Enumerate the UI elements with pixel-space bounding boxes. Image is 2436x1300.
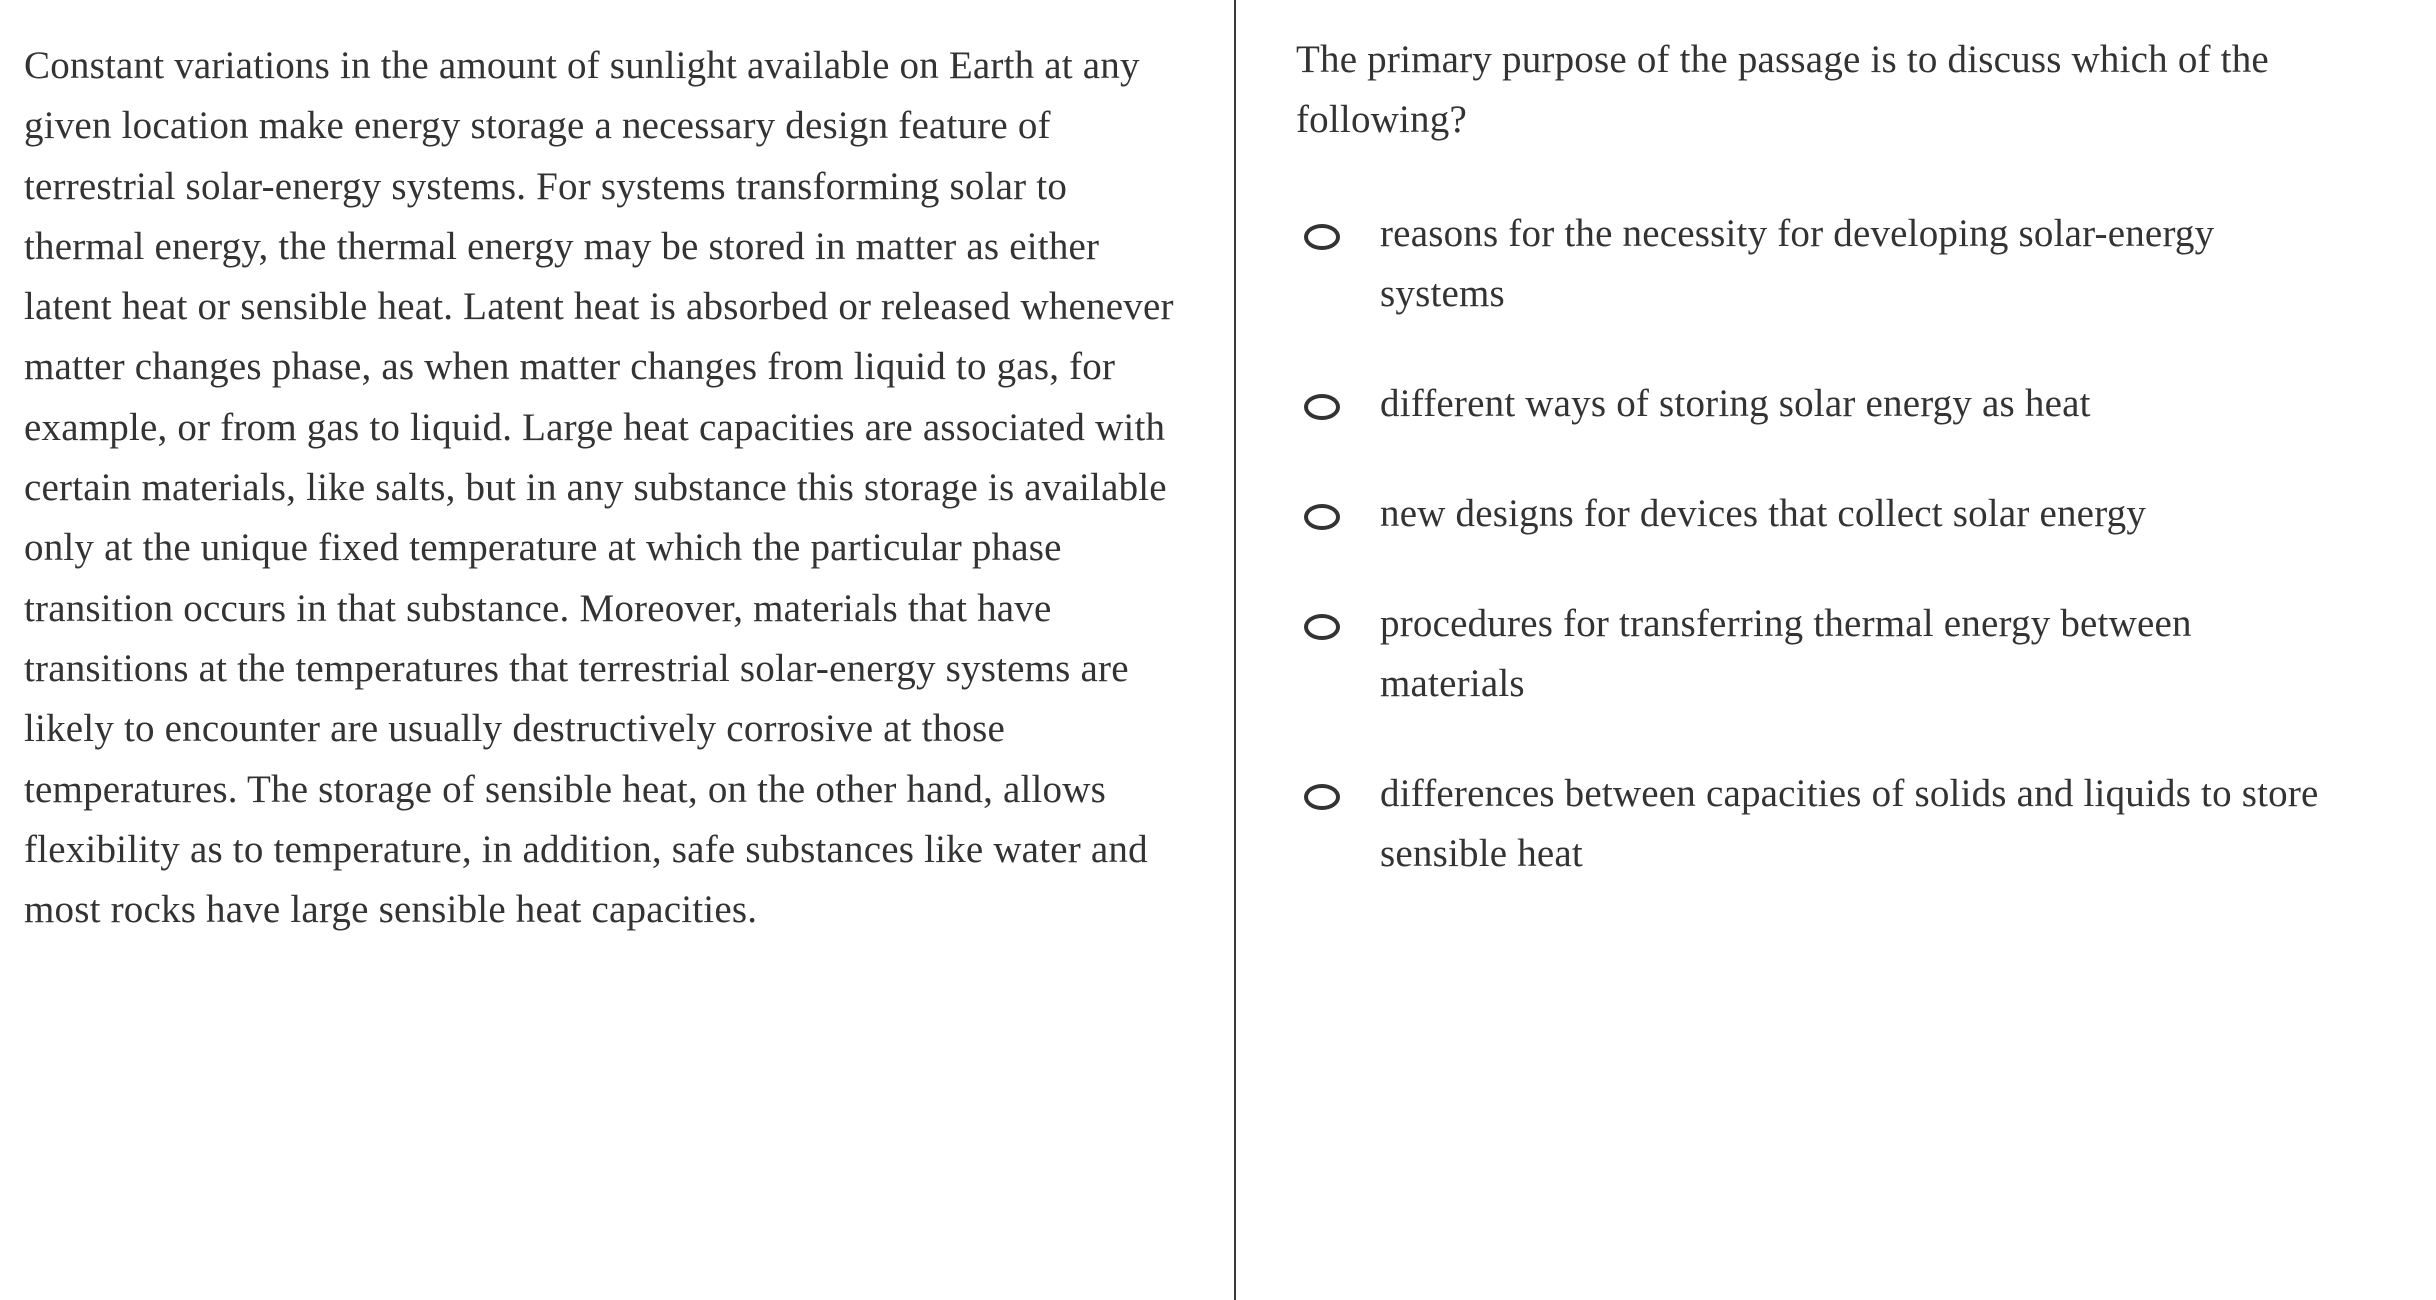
pane-divider: [1234, 0, 1236, 1300]
answer-option-label: differences between capacities of solids and liquids to store sensible heat: [1380, 772, 2319, 875]
radio-button-icon[interactable]: [1304, 784, 1340, 810]
answer-option-label: different ways of storing solar energy as heat: [1380, 382, 2091, 425]
answer-option-label: procedures for transferring thermal energy between materials: [1380, 602, 2192, 705]
radio-button-icon[interactable]: [1304, 224, 1340, 250]
radio-button-icon[interactable]: [1304, 614, 1340, 640]
radio-button-icon[interactable]: [1304, 504, 1340, 530]
question-pane: [1296, 0, 2406, 1300]
answer-option-label: new designs for devices that collect solar energy: [1380, 492, 2147, 535]
passage-text: Constant variations in the amount of sunlight available on Earth at any given location make energy storage a necessary design feature of terrestrial solar-energy systems. For systems transforming solar to thermal energy, the thermal energy may be stored in matter as either latent heat or sensible heat. Latent heat is absorbed or released whenever matter changes phase, as when matter changes from liquid to gas, for example, or from gas to liquid. Large heat capacities are associated with certain materials, like salts, but in any substance this storage is available only at the unique fixed temperature at which the particular phase transition occurs in that substance. Moreover, materials that have transitions at the temperatures that terrestrial solar-energy systems are likely to encounter are usually destructively corrosive at those temperatures. The storage of sensible heat, on the other hand, allows flexibility as to temperature, in addition, safe substances like water and most rocks have large sensible heat capacities.: [24, 44, 1174, 932]
radio-button-icon[interactable]: [1304, 394, 1340, 420]
answer-option-label: reasons for the necessity for developing solar-energy systems: [1380, 212, 2215, 315]
question-stem: The primary purpose of the passage is to discuss which of the following?: [1296, 38, 2269, 141]
